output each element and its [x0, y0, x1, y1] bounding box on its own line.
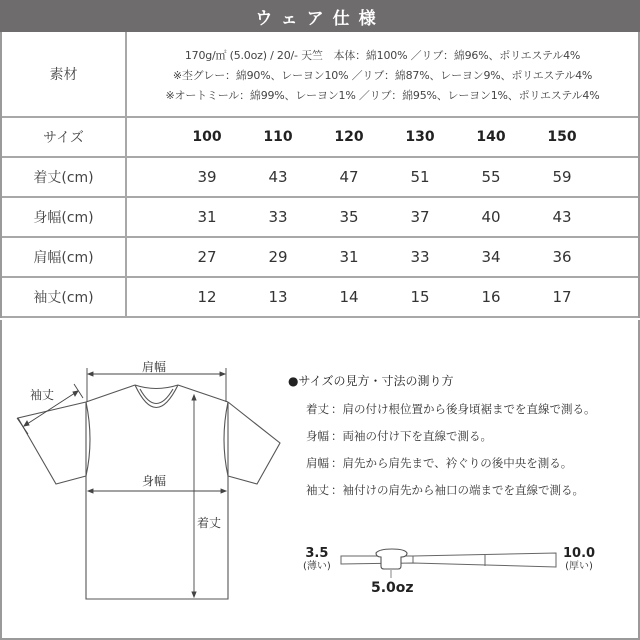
material-line: 170g/㎡ (5.0oz) / 20/- 天竺 本体：綿100% ／リブ：綿96%、ポリエステル4% — [184, 49, 581, 62]
value-cell: 59 — [552, 168, 572, 186]
material-line: ※杢グレー：綿90%、レーヨン10% ／リブ：綿87%、レーヨン9%、ポリエステル4% — [172, 69, 593, 82]
guide-item — [306, 455, 596, 471]
value-cell: 14 — [339, 288, 359, 306]
size-cell: 110 — [263, 129, 293, 145]
value-cell: 34 — [481, 248, 501, 266]
value-cell: 43 — [268, 168, 288, 186]
gauge-min-label: (薄い) — [303, 561, 331, 572]
value-cell: 12 — [197, 288, 217, 306]
value-cell: 33 — [410, 248, 430, 266]
guide-desc: ：肩先から肩先まで、衿ぐりの後中央を測る。 — [331, 456, 573, 470]
guide-item — [306, 401, 596, 417]
value-cell: 51 — [410, 168, 430, 186]
measurement-guide — [288, 372, 596, 509]
value-cell: 37 — [410, 208, 430, 226]
guide-desc: ：両袖の付け下を直線で測る。 — [331, 429, 492, 443]
value-cell: 47 — [339, 168, 359, 186]
guide-term: 肩幅 — [306, 456, 329, 470]
value-cell: 31 — [197, 208, 217, 226]
size-header-label: サイズ — [2, 118, 127, 156]
value-cell: 33 — [268, 208, 288, 226]
value-cell: 55 — [481, 168, 501, 186]
shoulder-width-label: 肩幅 — [142, 360, 167, 374]
guide-desc: ：袖付けの肩先から袖口の端までを直線で測る。 — [331, 483, 584, 497]
gauge-current-value: 5.0oz — [371, 580, 414, 596]
row-label: 着丈(cm) — [2, 158, 127, 196]
value-cell: 43 — [552, 208, 572, 226]
guide-term: 袖丈 — [306, 483, 329, 497]
guide-item — [306, 428, 596, 444]
material-line: ※オートミール：綿99%、レーヨン1% ／リブ：綿95%、レーヨン1%、ポリエステル4% — [165, 89, 600, 102]
guide-title: ●サイズの見方・寸法の測り方 — [288, 374, 454, 388]
size-cell: 100 — [192, 129, 222, 145]
size-cell: 140 — [476, 129, 506, 145]
value-cell: 13 — [268, 288, 288, 306]
body-width-label: 身幅 — [142, 474, 167, 488]
gauge-max — [563, 547, 595, 573]
value-cell: 27 — [197, 248, 217, 266]
value-cell: 31 — [339, 248, 359, 266]
material-label: 素材 — [2, 32, 127, 116]
size-cell: 150 — [547, 129, 577, 145]
guide-term: 身幅 — [306, 429, 329, 443]
guide-item — [306, 482, 596, 498]
gauge-min-value: 3.5 — [305, 546, 329, 561]
gauge-max-value: 10.0 — [563, 546, 596, 561]
guide-desc: ：肩の付け根位置から後身頃裾までを直線で測る。 — [331, 402, 596, 416]
value-cell: 29 — [268, 248, 288, 266]
gauge-max-label: (厚い) — [565, 561, 593, 572]
value-cell: 15 — [410, 288, 430, 306]
size-cell: 130 — [405, 129, 435, 145]
body-length-label: 着丈 — [197, 516, 222, 530]
value-cell: 40 — [481, 208, 501, 226]
value-cell: 35 — [339, 208, 359, 226]
value-cell: 17 — [552, 288, 572, 306]
size-cell: 120 — [334, 129, 364, 145]
value-cell: 36 — [552, 248, 572, 266]
value-cell: 39 — [197, 168, 217, 186]
row-label: 肩幅(cm) — [2, 238, 127, 276]
page-title: ウェア仕様 — [0, 0, 640, 32]
guide-term: 着丈 — [306, 402, 329, 416]
sleeve-length-label: 袖丈 — [30, 388, 55, 402]
gauge-min — [303, 547, 331, 573]
row-label: 身幅(cm) — [2, 198, 127, 236]
row-label: 袖丈(cm) — [2, 278, 127, 316]
value-cell: 16 — [481, 288, 501, 306]
